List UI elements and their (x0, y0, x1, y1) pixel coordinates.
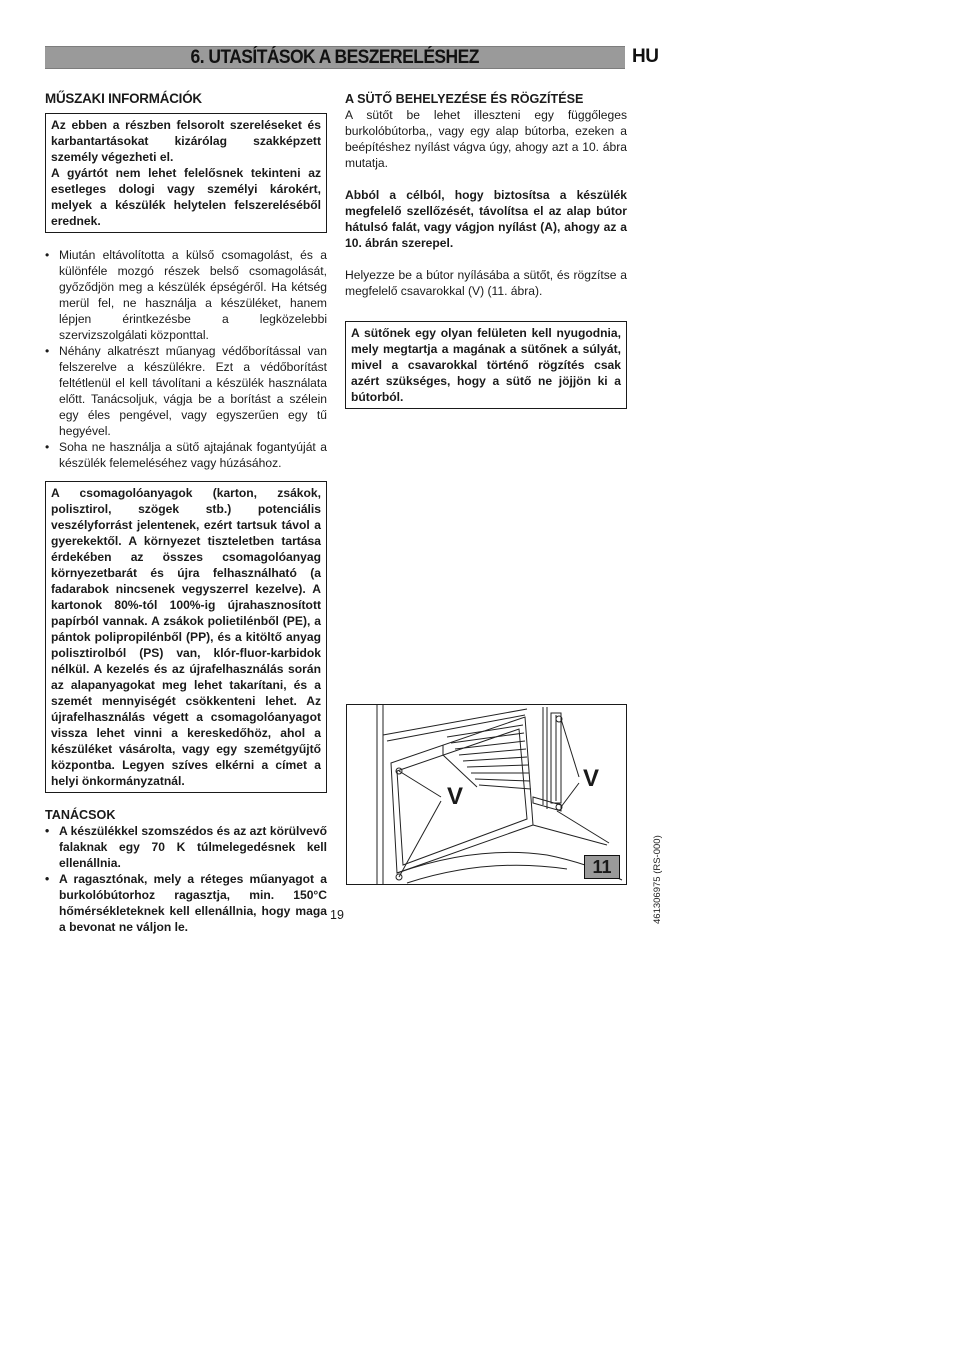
figure-number-badge: 11 (584, 855, 620, 879)
screw-label-right: V (583, 765, 600, 792)
list-item: • A ragasztónak, mely a réteges műanyagot a burkolóbútorhoz ragasztja, min. 150°C hőmérsékleteknek kell ellenállnia, hogy maga a bevonat ne váljon le. (45, 872, 327, 934)
packaging-environment-box (45, 481, 327, 793)
advice-title: TANÁCSOK (45, 808, 116, 822)
list-item: • A készülékkel szomszédos és az azt körülvevő falaknak egy 70 K túlmelegedésnek kell ellenállnia. (45, 824, 327, 870)
install-paragraph-3: Helyezze be a bútor nyílásába a sütőt, és rögzítse a megfelelő csavarokkal (V) (11. ábra). (345, 268, 627, 298)
page-number: 19 (330, 908, 344, 922)
section-title: 6. UTASÍTÁSOK A BESZERELÉSHEZ (190, 46, 480, 68)
bullet-icon: • (45, 872, 50, 886)
tech-info-title: MŰSZAKI INFORMÁCIÓK (45, 91, 202, 106)
screw-label-left: V (447, 783, 464, 810)
install-paragraph-1: A sütőt be lehet illeszteni egy függőleges burkolóbútorba,, vagy egy alap bútorba, ezeken a beépítéshez nyílást vágva úgy, ahogy azt a 10. ábra mutatja. (345, 108, 627, 170)
list-item: • Soha ne használja a sütő ajtajának fogantyúját a készülék felemeléséhez vagy húzásához. (45, 440, 327, 470)
document-code: 461306975 (RS-000) (652, 835, 663, 924)
left-column (45, 91, 327, 935)
list-item: • Néhány alkatrészt műanyag védőborítással van felszerelve a készülékre. Ezt a védőborítást feltétlenül el kell távolítani a készülék használata előtt. Tanácsoljuk, vágja be a borítást a szélein egy éles pengével, vagy egyszerűen egy tű hegyével. (45, 344, 327, 438)
right-column (345, 91, 627, 409)
warning-paragraph-1: Az ebben a részben felsorolt szereléseket és karbantartásokat kizárólag szakképzett személy végezheti el. (51, 118, 321, 164)
advice-bullets (45, 823, 327, 935)
support-note-box (345, 321, 627, 409)
qualified-person-warning-box (45, 113, 327, 233)
support-note-text: A sütőnek egy olyan felületen kell nyugodnia, mely megtartja a magának a sütőnek a súlyát, mivel a csavarokkal történő rögzítés csak azért szükséges, hogy a sütő ne jöjjön ki a bútorból. (351, 326, 621, 404)
bullet-icon: • (45, 248, 50, 262)
bullet-icon: • (45, 440, 50, 454)
unpacking-bullets (45, 247, 327, 471)
bullet-icon: • (45, 824, 50, 838)
install-title: A SÜTŐ BEHELYEZÉSE ÉS RÖGZÍTÉSE (345, 92, 584, 106)
packaging-text: A csomagolóanyagok (karton, zsákok, polisztirol, szögek stb.) potenciális veszélyforrást jelentenek, ezért tartsuk távol a gyerekektől. A környezet tiszteletben tartása érdekében az összes csomagolóanyag környezetbarát és újra felhasználható (a fadarabok nincsenek vegyszerrel kezelve). A kartonok 80%-tól 100%-ig újrahasznosított papírból vannak. A zsákok polietilénből (PE), a pántok polipropilénből (PP), és a kitöltő anyag polisztirolból (PS) van, klór-fluor-karbidok nélkül. A kezelés és az újrafelhasználás során az alapanyagokat meg lehet takarítani, és a szemét mennyiségét csökkenteni lehet. Az újrafelhasználás végett a csomagolóanyagot vissza lehet vinni a kereskedőhöz, ahol a készüléket vásárolta, vagy egy szemétgyűjtő központba. Legyen szíves elkérni a címet a helyi önkormányzatnál. (51, 486, 321, 788)
list-item: • Miután eltávolította a külső csomagolást, és a különféle mozgó részek belső csomagolását, győződjön meg a készülék épségéről. Ha kétség merül fel, ne használja a készüléket, hanem lépjen érintkezésbe a legközelebbi szervizszolgálati központtal. (45, 248, 327, 342)
bullet-icon: • (45, 344, 50, 358)
warning-paragraph-2: A gyártót nem lehet felelősnek tekinteni az esetleges dologi vagy személyi károkért, melyek a készülék helytelen felszereléséből erednek. (51, 166, 321, 228)
figure-11-oven-fixing (346, 704, 627, 885)
install-paragraph-2: Abból a célból, hogy biztosítsa a készülék megfelelő szellőzését, távolítsa el az alap bútor hátulsó falát, vagy vágjon nyílást (A), ahogy az a 10. ábrán szerepel. (345, 188, 627, 250)
language-code: HU (632, 46, 659, 67)
section-header-bar (45, 46, 625, 69)
